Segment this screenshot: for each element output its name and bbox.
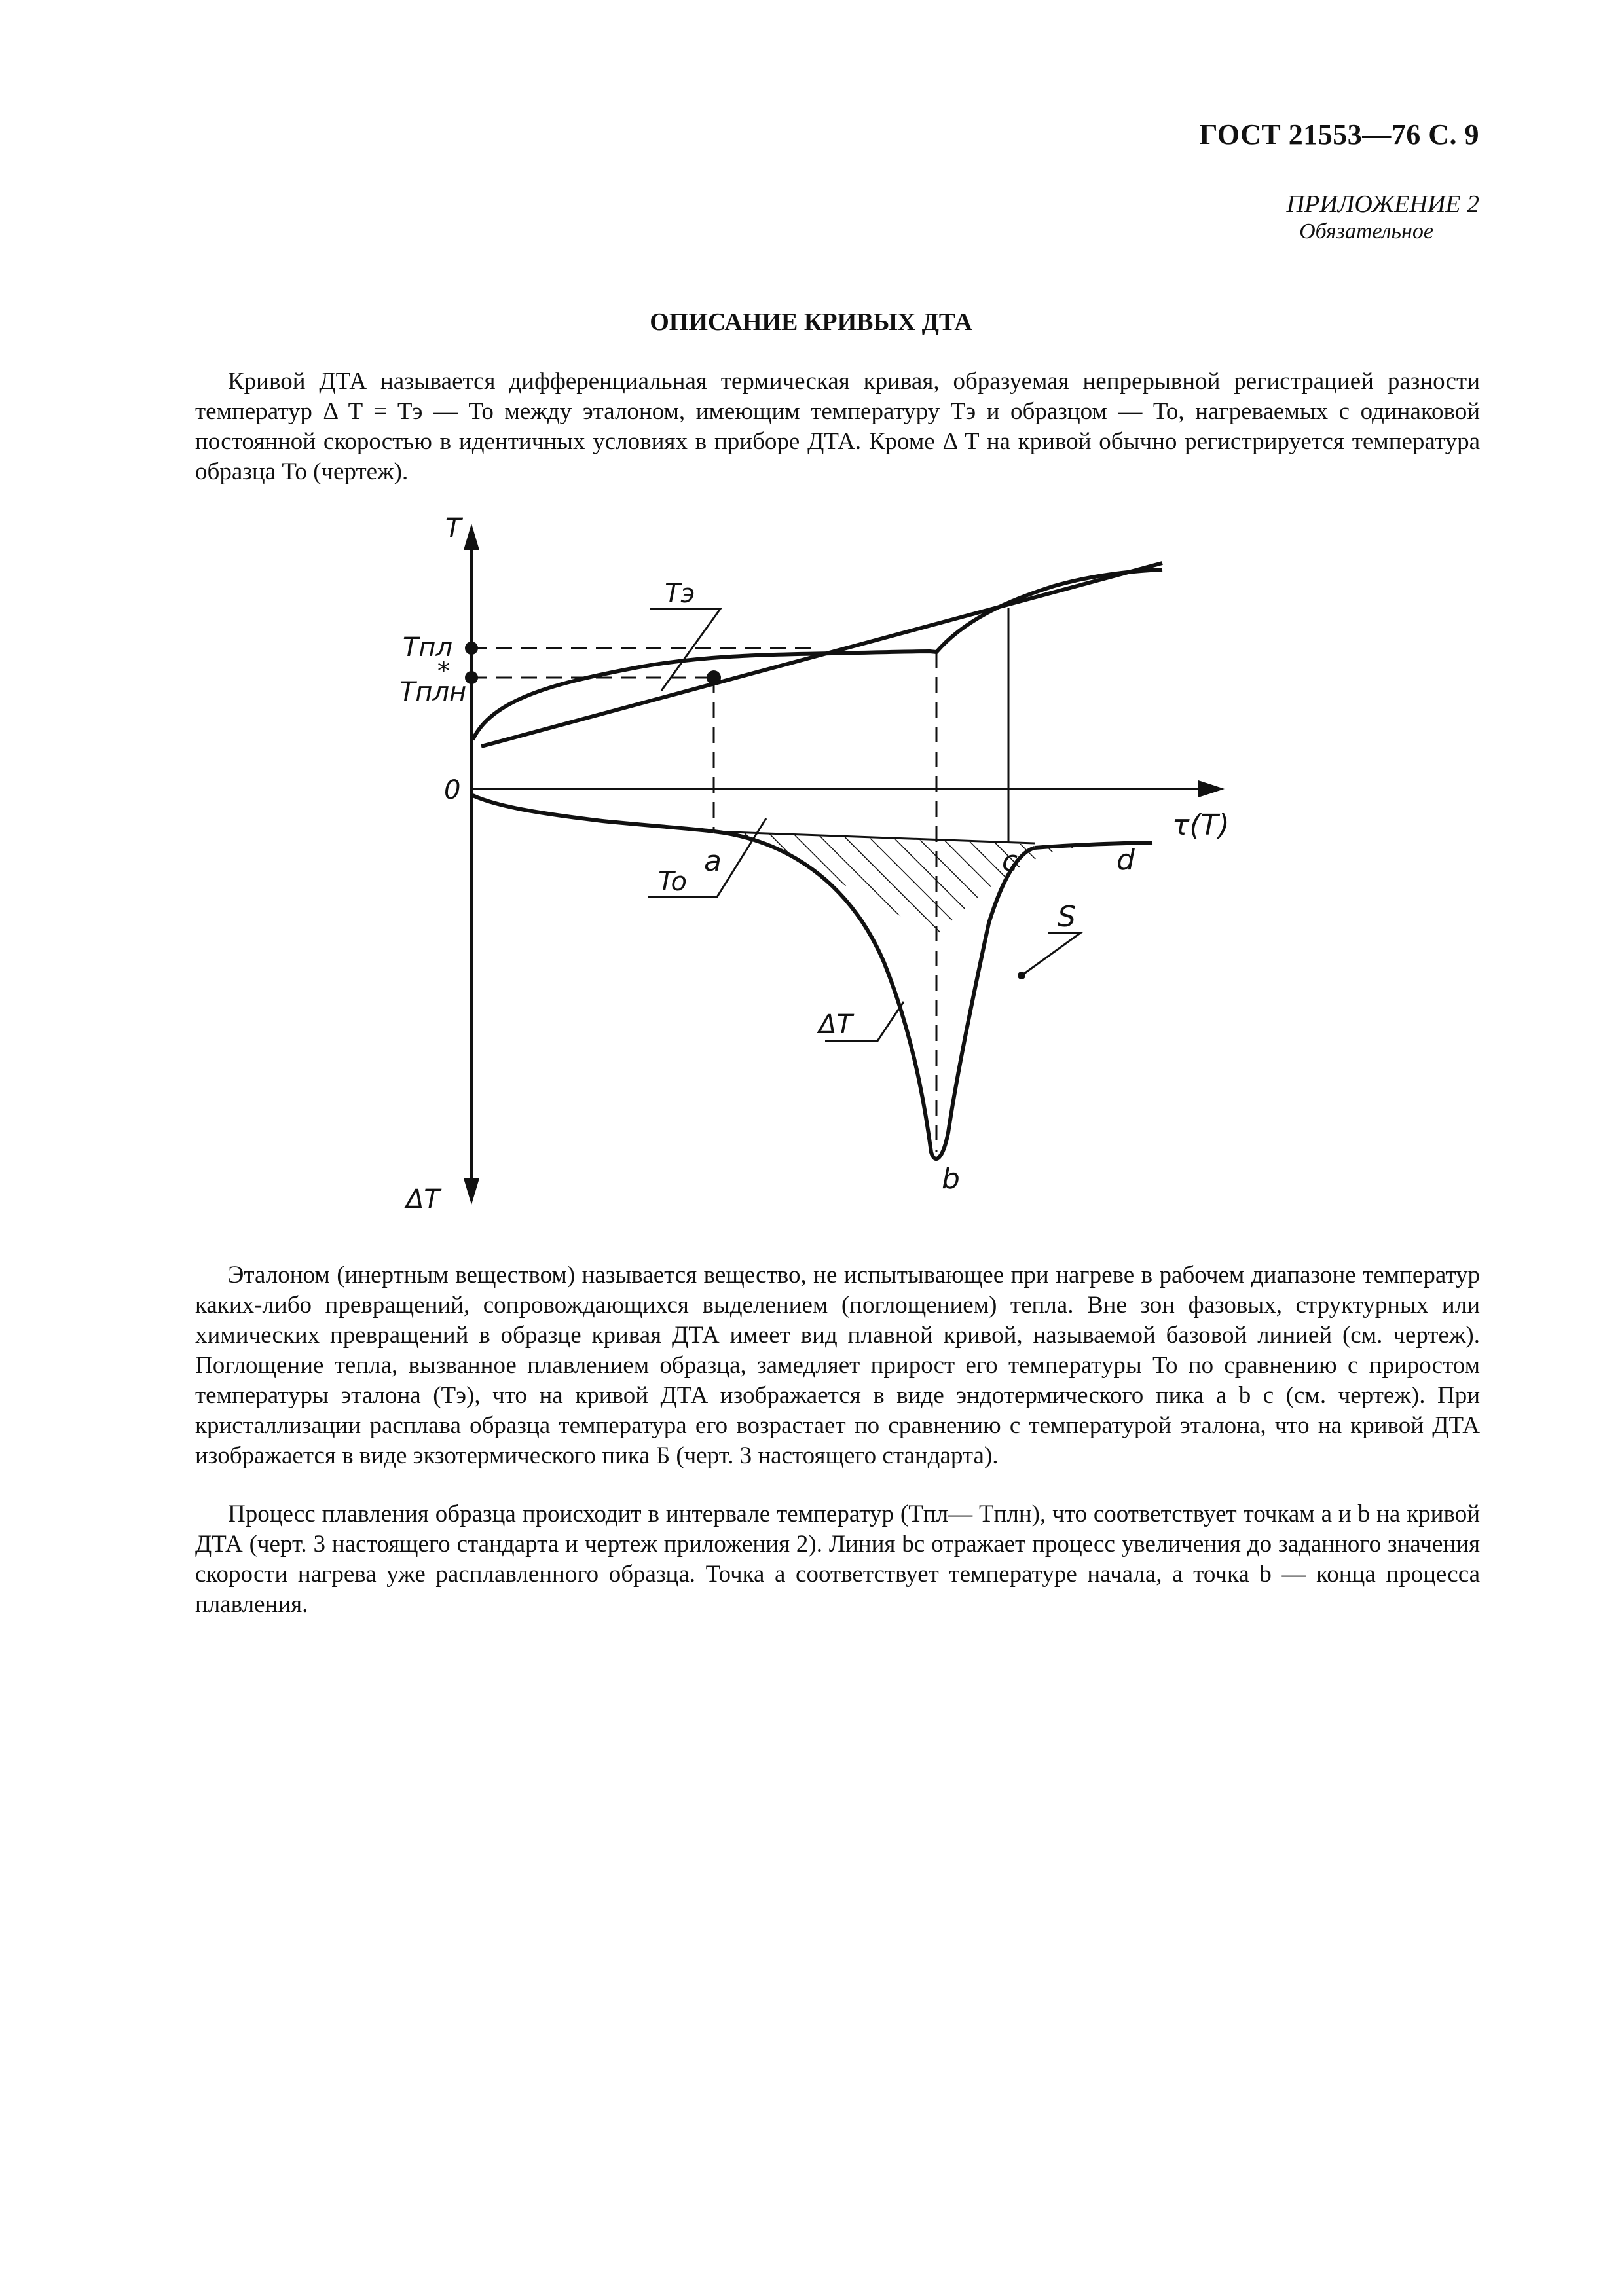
paragraph-definition (195, 367, 1480, 487)
paragraph-reference-text: Эталоном (инертным веществом) называется вещество, не испытывающее при нагреве в рабочем диапазоне температур каких-либо превращений, сопровождающихся выделением (поглощением) тепла. Вне зон фазовых, структурных или химических превращений в образце кривая ДТА имеет вид плавной кривой, называемой базовой линией (см. чертеж). Поглощение тепла, вызванное плавлением образца, замедляет прирост его температуры To по сравнению с приростом температуры эталона (Tэ), что на кривой ДТА изображается в виде эндотермического пика a b c (см. чертеж). При кристаллизации расплава образца температура его возрастает по сравнению с температурой эталона, что на кривой ДТА изображается в виде экзотермического пика Б (черт. 3 настоящего стандарта). (195, 1262, 1480, 1469)
axis-label-tau: τ(T) (1172, 809, 1230, 842)
appendix-label: ПРИЛОЖЕНИЕ 2 (1286, 191, 1479, 218)
label-d: d (1116, 843, 1135, 877)
point-onset (707, 670, 721, 685)
axis-label-dt: ΔT (406, 1184, 440, 1214)
label-b: b (942, 1162, 960, 1195)
sample-temperature-curve (473, 570, 1162, 740)
appendix-status: Обязательное (1299, 219, 1433, 244)
vertical-axis-arrow-bottom (464, 1178, 479, 1205)
axis-label-t: T (445, 513, 462, 543)
label-a: a (704, 845, 722, 878)
dta-baseline-left (473, 795, 714, 831)
dta-curve-drawing (367, 504, 1310, 1224)
paragraph-melting-text: Процесс плавления образца происходит в интервале температур (Tпл— Tплн), что соответствует точкам a и b на кривой ДТА (черт. 3 настоящего стандарта и чертеж приложения 2). Линия bc отражает процесс увеличения до заданного значения скорости нагрева уже расплавленного образца. Точка a соответствует температуре начала, а точка b — конца процесса плавления. (195, 1501, 1480, 1618)
document-header: ГОСТ 21553—76 С. 9 (1199, 118, 1479, 151)
label-star: * (437, 657, 450, 685)
point-t-pl-n (465, 671, 478, 684)
leader-s-dot (1018, 972, 1025, 979)
origin-label: 0 (444, 775, 461, 805)
section-title: ОПИСАНИЕ КРИВЫХ ДТА (650, 308, 972, 336)
horizontal-axis-arrow (1198, 780, 1225, 797)
label-s: S (1058, 900, 1076, 934)
label-t-pl-n: Tплн (399, 677, 467, 707)
label-c: c (1002, 845, 1018, 878)
dta-baseline-right (1035, 843, 1152, 848)
paragraph-reference (195, 1260, 1480, 1471)
point-t-pl (465, 642, 478, 655)
label-t-pl: Tпл (403, 632, 453, 663)
label-te: Tэ (665, 579, 695, 609)
label-delta-t: ΔT (819, 1010, 853, 1040)
vertical-axis-arrow-top (464, 524, 479, 550)
paragraph-definition-text: Кривой ДТА называется дифференциальная термическая кривая, образуемая непрерывной регистрацией разности температур Δ T = Tэ — To между эталоном, имеющим температуру Tэ и образцом — To, нагреваемых с одинаковой постоянной скоростью в идентичных условиях в приборе ДТА. Кроме Δ T на кривой обычно регистрируется температура образца To (чертеж). (195, 368, 1480, 485)
leader-s (1022, 933, 1080, 975)
paragraph-melting (195, 1499, 1480, 1620)
label-to: To (658, 867, 687, 897)
